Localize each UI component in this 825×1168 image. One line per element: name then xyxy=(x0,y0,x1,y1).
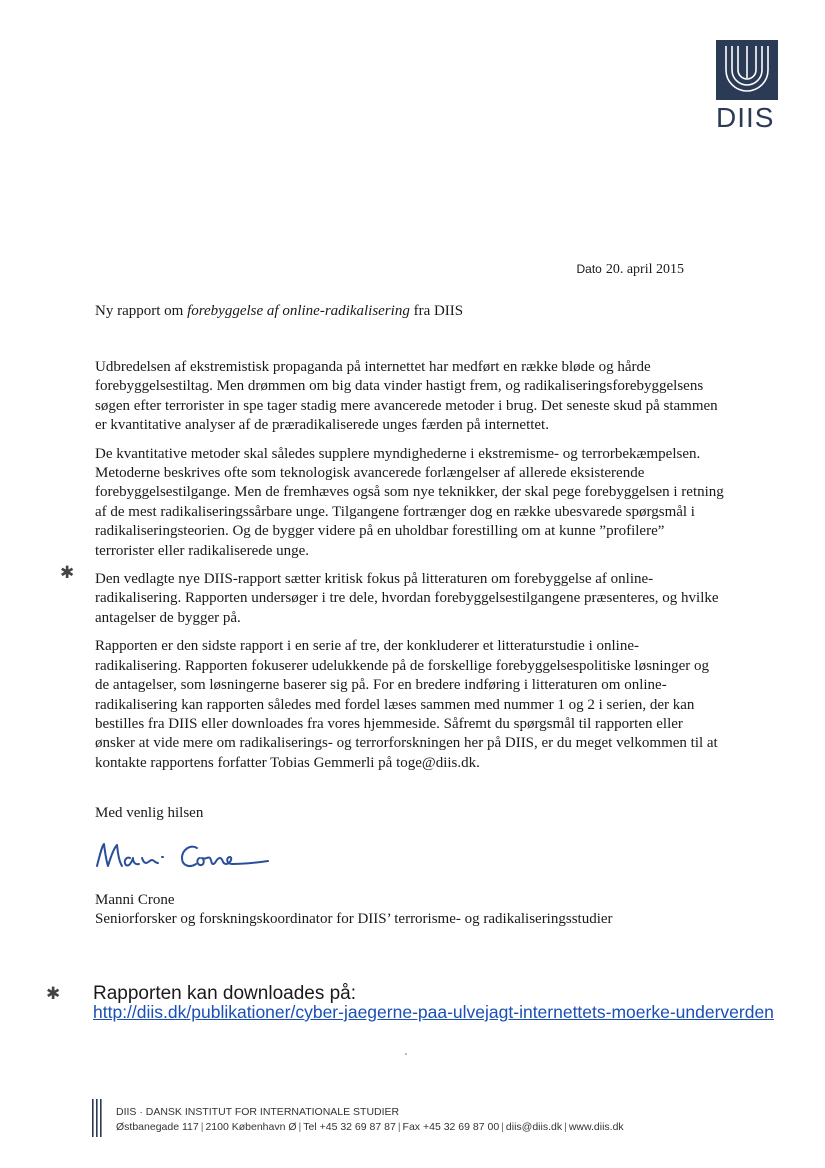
footer-address: Østbanegade 117 xyxy=(116,1121,199,1133)
footer-email[interactable]: diis@diis.dk xyxy=(505,1121,563,1133)
stray-dot xyxy=(405,1053,407,1055)
body-paragraph: Den vedlagte nye DIIS-rapport sætter kritisk fokus på litteraturen om forebyggelse af online-radikalisering. Rapporten undersøger i tre dele, hvordan forebyggelsestilgangene præsenteres, og hvilke antagelser de bygger på. xyxy=(95,571,719,626)
letter-subject xyxy=(95,303,463,320)
closing: Med venlig hilsen xyxy=(95,805,204,821)
download-label: Rapporten kan downloades på: xyxy=(93,983,357,1004)
diis-logo-icon xyxy=(716,40,778,100)
date-label: Dato xyxy=(576,262,602,276)
footer-organization: DIIS · DANSK INSTITUT FOR INTERNATIONALE STUDIER xyxy=(116,1106,400,1118)
subject-italic: forebyggelse af online-radikalisering xyxy=(187,303,410,319)
body-paragraph: Rapporten er den sidste rapport i en serie af tre, der konkluderer et litteraturstudie i online-radikalisering. Rapporten fokuserer udelukkende på de forskellige forebyggelsespolitiske løsninger og de antagelser, som løsningerne baserer sig på. For en bredere indføring i litteraturen om online-radikalisering kan rapporten således med fordel læses sammen med nummer 1 og 2 i serien, der kan bestilles fra DIIS eller downloades fra vores hjemmeside. Såfremt du spørgsmål til rapporten eller ønsker at vide mere om radikaliserings- og terrorforskningen her på DIIS, er du meget velkommen til at kontakte rapportens forfatter Tobias Gemmerli på toge@diis.dk. xyxy=(95,638,718,771)
asterisk-mark-icon: ✱ xyxy=(60,563,75,583)
footer-web[interactable]: www.diis.dk xyxy=(568,1121,624,1133)
subject-suffix: fra DIIS xyxy=(409,303,464,319)
diis-logo xyxy=(716,40,780,134)
download-link[interactable]: http://diis.dk/publikationer/cyber-jaegerne-paa-ulvejagt-internettets-moerke-underverden xyxy=(93,1002,774,1022)
footer-fax: Fax +45 32 69 87 00 xyxy=(402,1121,500,1133)
footer-contact: Østbanegade 117 | 2100 København Ø | Tel +45 32 69 87 87 | Fax +45 32 69 87 00 | diis@diis.dk | www.diis.dk xyxy=(116,1121,624,1133)
signer-name: Manni Crone xyxy=(95,892,175,908)
diis-footer-logo-icon xyxy=(92,1099,106,1137)
subject-prefix: Ny rapport om xyxy=(95,303,188,319)
body-paragraph: De kvantitative metoder skal således supplere myndighederne i ekstremisme- og terrorbekæmpelsen. Metoderne beskrives ofte som teknologisk avancerede forlængelser af allerede eksisterende forebyggelsestilgange. Men de fremhæves også som nye teknikker, der skal pege forebyggelsen i retning af de mest radikaliseringssårbare unge. Tilgangene fortrænger dog en række ubesvarede spørgsmål i radikaliseringsteorien. Og de bygger videre på en uholdbar forestilling om at kunne ”profilere” terrorister eller radikaliserede unge. xyxy=(95,445,724,559)
body-paragraph: Udbredelsen af ekstremistisk propaganda på internettet har medført en række bløde og hårde forebyggelsestiltag. Men drømmen om big data vinder hastigt frem, og radikaliseringsforebyggelsens søgen efter terrorister in spe tager stadig mere avancerede metoder i brug. Det seneste skud på stammen er kvantitative analyser af de præradikaliserede unges færden på internettet. xyxy=(95,359,718,434)
letter-date xyxy=(0,260,684,278)
asterisk-mark-icon: ✱ xyxy=(46,984,61,1004)
signer-title: Seniorforsker og forskningskoordinator for DIIS’ terrorisme- og radikaliseringsstudier xyxy=(95,911,613,927)
date-value: 20. april 2015 xyxy=(605,262,684,277)
footer-postal: 2100 København Ø xyxy=(205,1121,297,1133)
handwritten-signature xyxy=(92,836,282,876)
letter-body xyxy=(95,358,725,782)
footer-tel: Tel +45 32 69 87 87 xyxy=(303,1121,396,1133)
logo-wordmark: DIIS xyxy=(716,102,775,133)
